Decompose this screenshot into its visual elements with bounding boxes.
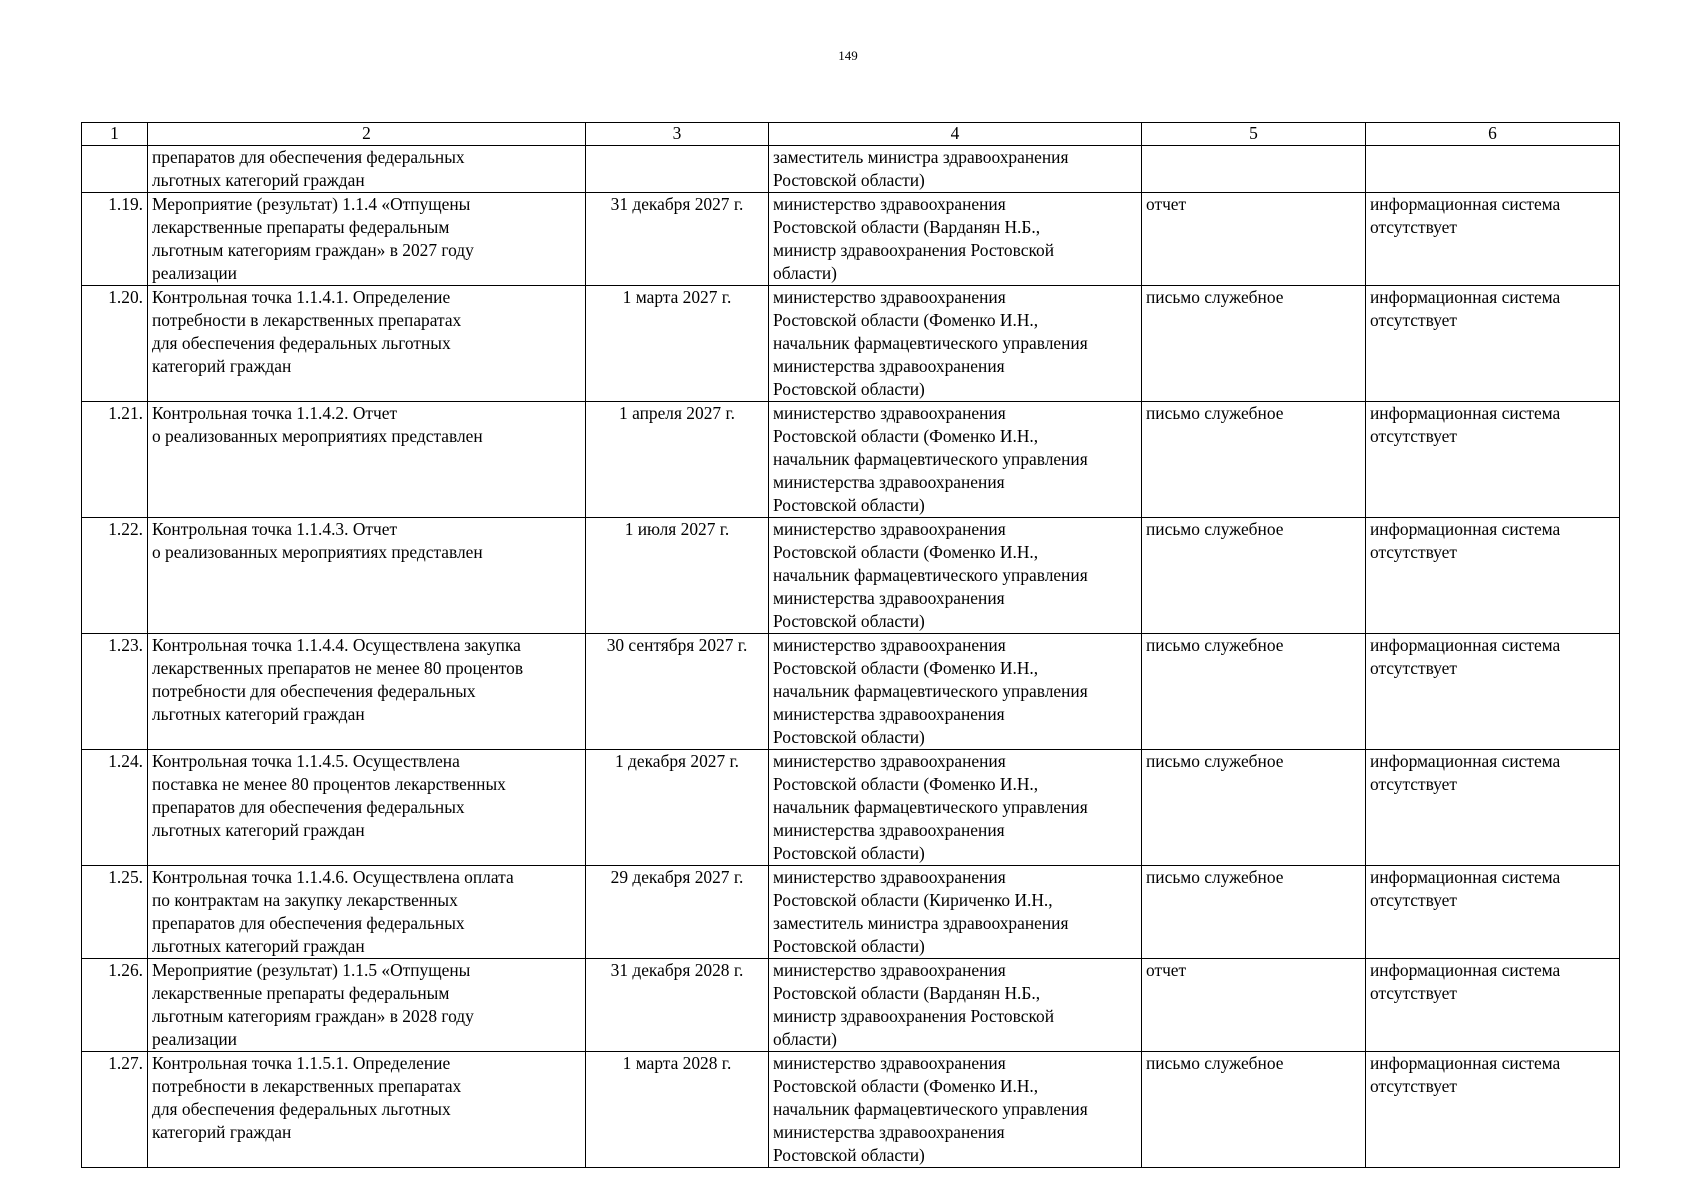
cell-date: 1 декабря 2027 г. — [586, 750, 769, 866]
cell-number: 1.20. — [82, 286, 148, 402]
cell-name: Контрольная точка 1.1.4.6. Осуществлена оплата по контрактам на закупку лекарственных препаратов для обеспечения федеральных льготных категорий граждан — [148, 866, 586, 959]
header-col-3: 3 — [586, 123, 769, 146]
cell-date: 30 сентября 2027 г. — [586, 634, 769, 750]
cell-date: 31 декабря 2027 г. — [586, 193, 769, 286]
header-col-2: 2 — [148, 123, 586, 146]
cell-number: 1.26. — [82, 959, 148, 1052]
cell-responsible: заместитель министра здравоохранения Ростовской области) — [769, 146, 1142, 193]
cell-system: информационная система отсутствует — [1366, 750, 1620, 866]
cell-responsible: министерство здравоохранения Ростовской области (Фоменко И.Н., начальник фармацевтического управления министерства здравоохранения Ростовской области) — [769, 286, 1142, 402]
table-row — [82, 634, 1620, 750]
cell-number: 1.22. — [82, 518, 148, 634]
cell-system: информационная система отсутствует — [1366, 402, 1620, 518]
table-row — [82, 1052, 1620, 1168]
table-row — [82, 193, 1620, 286]
cell-document: письмо служебное — [1142, 518, 1366, 634]
cell-name: Мероприятие (результат) 1.1.5 «Отпущены лекарственные препараты федеральным льготным категориям граждан» в 2028 году реализации — [148, 959, 586, 1052]
cell-document: письмо служебное — [1142, 866, 1366, 959]
cell-date: 1 июля 2027 г. — [586, 518, 769, 634]
page-number: 149 — [838, 48, 858, 63]
cell-name: Контрольная точка 1.1.4.2. Отчет о реализованных мероприятиях представлен — [148, 402, 586, 518]
cell-responsible: министерство здравоохранения Ростовской области (Фоменко И.Н., начальник фармацевтического управления министерства здравоохранения Ростовской области) — [769, 1052, 1142, 1168]
table-row — [82, 750, 1620, 866]
cell-document: письмо служебное — [1142, 286, 1366, 402]
cell-responsible: министерство здравоохранения Ростовской области (Фоменко И.Н., начальник фармацевтического управления министерства здравоохранения Ростовской области) — [769, 518, 1142, 634]
cell-responsible: министерство здравоохранения Ростовской области (Фоменко И.Н., начальник фармацевтического управления министерства здравоохранения Ростовской области) — [769, 634, 1142, 750]
cell-responsible: министерство здравоохранения Ростовской области (Фоменко И.Н., начальник фармацевтического управления министерства здравоохранения Ростовской области) — [769, 402, 1142, 518]
continuation-row — [82, 146, 1620, 193]
cell-name: Контрольная точка 1.1.4.4. Осуществлена закупка лекарственных препаратов не менее 80 процентов потребности для обеспечения федеральных льготных категорий граждан — [148, 634, 586, 750]
cell-date: 31 декабря 2028 г. — [586, 959, 769, 1052]
header-col-6: 6 — [1366, 123, 1620, 146]
plan-table — [81, 122, 1620, 1168]
table-header — [82, 123, 1620, 146]
cell-number: 1.25. — [82, 866, 148, 959]
cell-name: Контрольная точка 1.1.5.1. Определение потребности в лекарственных препаратах для обеспечения федеральных льготных категорий граждан — [148, 1052, 586, 1168]
table-row — [82, 286, 1620, 402]
cell-system: информационная система отсутствует — [1366, 286, 1620, 402]
cell-responsible: министерство здравоохранения Ростовской области (Варданян Н.Б., министр здравоохранения Ростовской области) — [769, 193, 1142, 286]
cell-responsible: министерство здравоохранения Ростовской области (Фоменко И.Н., начальник фармацевтического управления министерства здравоохранения Ростовской области) — [769, 750, 1142, 866]
cell-name: Контрольная точка 1.1.4.5. Осуществлена поставка не менее 80 процентов лекарственных препаратов для обеспечения федеральных льготных категорий граждан — [148, 750, 586, 866]
cell-system: информационная система отсутствует — [1366, 866, 1620, 959]
cell-system: информационная система отсутствует — [1366, 959, 1620, 1052]
cell-system: информационная система отсутствует — [1366, 634, 1620, 750]
cell-name: Контрольная точка 1.1.4.1. Определение потребности в лекарственных препаратах для обеспечения федеральных льготных категорий граждан — [148, 286, 586, 402]
table-body — [82, 146, 1620, 1168]
cell-system — [1366, 146, 1620, 193]
table-row — [82, 402, 1620, 518]
cell-name: Мероприятие (результат) 1.1.4 «Отпущены лекарственные препараты федеральным льготным категориям граждан» в 2027 году реализации — [148, 193, 586, 286]
cell-number: 1.21. — [82, 402, 148, 518]
cell-system: информационная система отсутствует — [1366, 193, 1620, 286]
cell-responsible: министерство здравоохранения Ростовской области (Варданян Н.Б., министр здравоохранения Ростовской области) — [769, 959, 1142, 1052]
cell-document: письмо служебное — [1142, 402, 1366, 518]
cell-document: письмо служебное — [1142, 1052, 1366, 1168]
cell-name: Контрольная точка 1.1.4.3. Отчет о реализованных мероприятиях представлен — [148, 518, 586, 634]
cell-responsible: министерство здравоохранения Ростовской области (Кириченко И.Н., заместитель министра здравоохранения Ростовской области) — [769, 866, 1142, 959]
cell-date: 1 апреля 2027 г. — [586, 402, 769, 518]
cell-number — [82, 146, 148, 193]
header-col-4: 4 — [769, 123, 1142, 146]
header-col-5: 5 — [1142, 123, 1366, 146]
cell-system: информационная система отсутствует — [1366, 1052, 1620, 1168]
cell-number: 1.24. — [82, 750, 148, 866]
cell-name: препаратов для обеспечения федеральных льготных категорий граждан — [148, 146, 586, 193]
cell-date: 29 декабря 2027 г. — [586, 866, 769, 959]
header-row — [82, 123, 1620, 146]
cell-number: 1.23. — [82, 634, 148, 750]
cell-date: 1 марта 2028 г. — [586, 1052, 769, 1168]
cell-number: 1.19. — [82, 193, 148, 286]
cell-document: отчет — [1142, 959, 1366, 1052]
cell-date: 1 марта 2027 г. — [586, 286, 769, 402]
cell-document: письмо служебное — [1142, 634, 1366, 750]
table-row — [82, 959, 1620, 1052]
cell-document: письмо служебное — [1142, 750, 1366, 866]
table-row — [82, 866, 1620, 959]
cell-date — [586, 146, 769, 193]
cell-number: 1.27. — [82, 1052, 148, 1168]
cell-system: информационная система отсутствует — [1366, 518, 1620, 634]
cell-document: отчет — [1142, 193, 1366, 286]
header-col-1: 1 — [82, 123, 148, 146]
cell-document — [1142, 146, 1366, 193]
table-row — [82, 518, 1620, 634]
